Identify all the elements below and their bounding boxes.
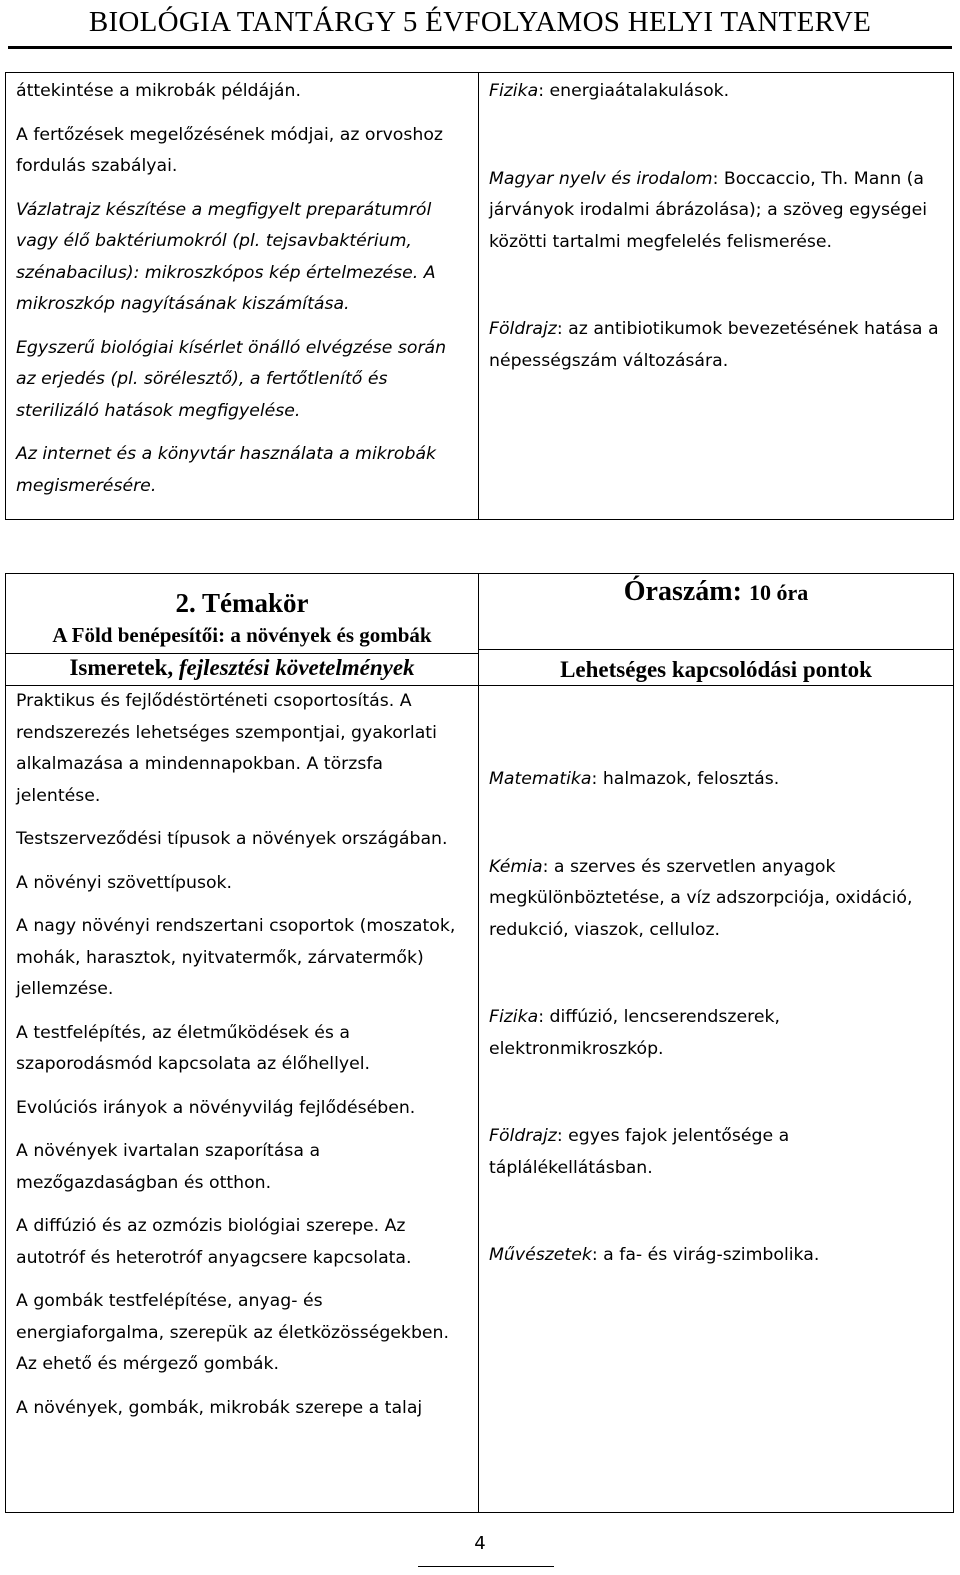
skills-cell (6, 686, 479, 1513)
col-left-heading: Ismeretek, fejlesztési követelmények (69, 655, 415, 680)
connection-text: : a szerves és szervetlen anyagok megkülönböztetése, a víz adszorpciója, oxidáció, redukció, viaszok, celluloz. (489, 856, 913, 940)
curriculum-table-continued (5, 72, 954, 520)
connection-text: : halmazok, felosztás. (591, 769, 780, 789)
skill-item: A nagy növényi rendszertani csoportok (moszatok, mohák, harasztok, nyitvatermők, zárvatermők) jellemzése. (16, 916, 456, 999)
connection-item (489, 164, 943, 259)
connection-subject: Fizika (489, 1007, 539, 1027)
skill-item: Evolúciós irányok a növényvilág fejlődésében. (16, 1097, 416, 1118)
topic-header-cell (6, 574, 479, 654)
page-number: 4 (474, 1533, 486, 1554)
skill-item: A növények ivartalan szaporítása a mezőgazdaságban és otthon. (16, 1141, 321, 1193)
hours-cell (479, 574, 954, 686)
skill-item: Praktikus és fejlődéstörténeti csoportosítás. A rendszerezés lehetséges szempontjai, gyakorlati alkalmazása a mindennapokban. A törzsfa jelentése. (16, 691, 437, 806)
col-left-heading-cell (6, 654, 479, 686)
connection-text: : Boccaccio, Th. Mann (a járványok irodalmi ábrázolása); a szöveg egységei közötti tartalmi megfelelés felismerése. (489, 168, 928, 252)
skill-item: áttekintése a mikrobák példáján. (16, 81, 301, 101)
skills-cell (6, 73, 479, 520)
connections-cell (479, 73, 954, 520)
connection-item (489, 314, 943, 377)
connection-item (489, 764, 943, 796)
skill-item: A fertőzések megelőzésének módjai, az orvoshoz fordulás szabályai. (16, 124, 443, 176)
connection-item (489, 1240, 943, 1272)
skill-item: Az internet és a könyvtár használata a mikrobák megismerésére. (16, 444, 437, 496)
connections-cell (479, 686, 954, 1513)
header-rule (8, 46, 952, 49)
connection-text: : a fa- és virág-szimbolika. (591, 1245, 820, 1265)
connection-text: : energiaátalakulások. (538, 81, 730, 101)
col-right-heading: Lehetséges kapcsolódási pontok (478, 649, 954, 685)
connection-item (489, 1121, 943, 1184)
skill-item: A gombák testfelépítése, anyag- és energiaforgalma, szerepük az életközösségekben. Az ehető és mérgező gombák. (16, 1291, 449, 1374)
hours (479, 574, 953, 609)
connection-subject: Földrajz (489, 1126, 557, 1146)
skill-item: Egyszerű biológiai kísérlet önálló elvégzése során az erjedés (pl. sörélesztő), a fertőtlenítő és sterilizáló hatások megfigyelése. (16, 337, 447, 421)
connection-subject: Magyar nyelv és irodalom (489, 168, 713, 189)
connection-item (489, 852, 943, 947)
skill-item: Vázlatrajz készítése a megfigyelt preparátumról vagy élő baktériumokról (pl. tejsavbaktérium, szénabacilus): mikroszkópos kép értelmezése. A mikroszkóp nagyításának kiszámítása. (16, 199, 436, 314)
topic-number: 2. Témakör (175, 588, 309, 618)
page-header (0, 0, 960, 50)
connection-subject: Matematika (489, 769, 592, 789)
topic-title: A Föld benépesítői: a növények és gombák (52, 623, 432, 647)
connection-subject: Földrajz (489, 319, 557, 339)
connection-subject: Kémia (489, 856, 543, 877)
connection-item (489, 1002, 943, 1065)
skill-item: A diffúzió és az ozmózis biológiai szerepe. Az autotróf és heterotróf anyagcsere kapcsolata. (16, 1216, 412, 1268)
skill-item: A testfelépítés, az életműködések és a szaporodásmód kapcsolata az élőhellyel. (16, 1022, 371, 1074)
connection-item (489, 76, 943, 108)
hours-value: 10 óra (748, 580, 809, 605)
footer-rule (418, 1566, 554, 1567)
skill-item: A növények, gombák, mikrobák szerepe a talaj (16, 1397, 423, 1418)
skill-item: Testszerveződési típusok a növények országában. (16, 829, 448, 849)
connection-text: : diffúzió, lencserendszerek, elektronmikroszkóp. (489, 1007, 780, 1059)
connection-subject: Művészetek (489, 1245, 592, 1265)
skill-item: A növényi szövettípusok. (16, 872, 233, 893)
connection-text: : az antibiotikumok bevezetésének hatása a népességszám változására. (489, 319, 939, 371)
connection-subject: Fizika (489, 81, 539, 101)
hours-label: Óraszám: (623, 576, 742, 607)
topic-table (5, 573, 954, 1513)
connection-text: : egyes fajok jelentősége a táplálékellátásban. (489, 1126, 790, 1178)
document-title: BIOLÓGIA TANTÁRGY 5 ÉVFOLYAMOS HELYI TANTERVE (88, 6, 872, 38)
